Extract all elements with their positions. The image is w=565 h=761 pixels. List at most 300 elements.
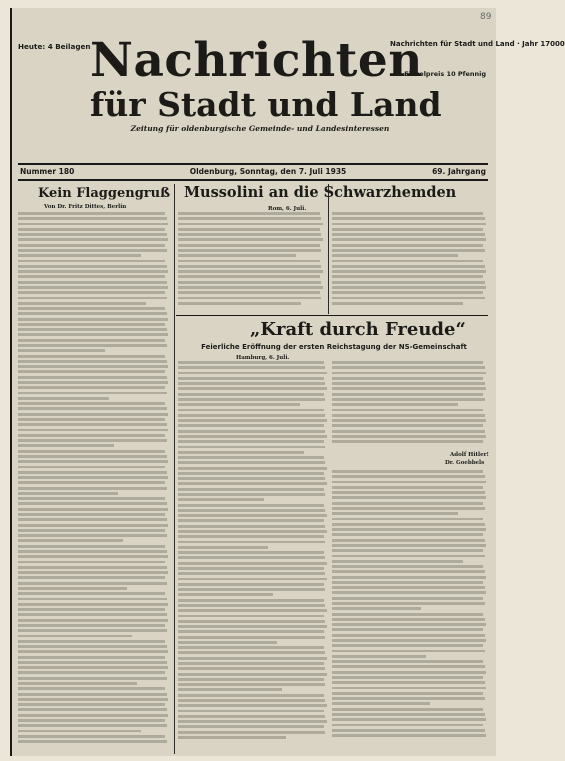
text-line <box>332 512 458 515</box>
text-line <box>178 625 327 628</box>
text-line <box>18 513 165 516</box>
price-label: Einzelpreis 10 Pfennig <box>404 70 486 78</box>
text-line <box>18 555 168 558</box>
text-line <box>178 372 327 375</box>
text-line <box>18 328 167 331</box>
text-line <box>332 544 486 547</box>
text-line <box>332 238 486 241</box>
text-line <box>332 528 486 531</box>
text-line <box>332 724 483 727</box>
text-line <box>178 715 325 718</box>
volume: 69. Jahrgang <box>432 167 486 176</box>
text-line <box>332 655 426 658</box>
text-line <box>178 435 327 438</box>
text-line <box>18 730 141 733</box>
text-line <box>178 651 325 654</box>
text-line <box>178 678 324 681</box>
text-line <box>332 623 486 626</box>
text-line <box>332 676 483 679</box>
text-line <box>178 382 325 385</box>
text-line <box>332 660 483 663</box>
text-line <box>332 409 483 412</box>
text-line <box>18 450 165 453</box>
text-line <box>18 291 165 294</box>
text-line <box>332 217 485 220</box>
text-line <box>18 497 165 500</box>
text-line <box>178 704 327 707</box>
text-line <box>18 645 167 648</box>
newspaper-page <box>10 8 565 756</box>
text-line <box>18 666 168 669</box>
article-byline: Von Dr. Fritz Dittes, Berlin <box>44 204 127 210</box>
text-line <box>178 477 325 480</box>
text-line <box>178 366 325 369</box>
text-line <box>18 360 167 363</box>
text-line <box>332 486 483 489</box>
text-line <box>18 402 165 405</box>
text-line <box>332 665 485 668</box>
text-line <box>18 698 168 701</box>
text-line <box>18 444 114 447</box>
text-line <box>18 376 167 379</box>
text-line <box>18 561 165 564</box>
text-line <box>178 414 325 417</box>
text-line <box>18 392 167 395</box>
text-line <box>18 598 167 601</box>
text-line <box>178 398 325 401</box>
text-line <box>178 578 327 581</box>
text-line <box>18 693 167 696</box>
text-line <box>178 535 324 538</box>
text-line <box>332 597 483 600</box>
text-line <box>178 249 321 252</box>
text-line <box>332 366 485 369</box>
text-line <box>178 710 324 713</box>
text-line <box>18 566 167 569</box>
text-line <box>332 671 486 674</box>
text-line <box>178 440 324 443</box>
text-line <box>18 539 123 542</box>
text-line <box>332 518 483 521</box>
text-line <box>332 618 485 621</box>
text-line <box>332 435 486 438</box>
text-line <box>178 446 325 449</box>
text-line <box>178 472 324 475</box>
text-line <box>18 466 165 469</box>
text-line <box>178 562 327 565</box>
article-body <box>178 361 328 745</box>
text-line <box>332 602 485 605</box>
masthead-subtitle: Zeitung für oldenburgische Gemeinde- und Landesinteressen <box>130 124 390 133</box>
text-line <box>332 414 485 417</box>
text-line <box>332 502 483 505</box>
text-line <box>18 413 168 416</box>
text-line <box>332 393 483 396</box>
article-body <box>332 470 488 745</box>
text-line <box>332 244 483 247</box>
text-line <box>18 397 109 400</box>
text-line <box>178 461 325 464</box>
text-line <box>332 713 485 716</box>
text-line <box>178 509 325 512</box>
text-line <box>18 281 167 284</box>
text-line <box>178 467 327 470</box>
text-line <box>178 630 324 633</box>
text-line <box>18 386 165 389</box>
text-line <box>332 507 485 510</box>
text-line <box>18 671 165 674</box>
text-line <box>178 361 324 364</box>
text-line <box>18 228 165 231</box>
article-body <box>332 212 488 312</box>
text-line <box>178 482 327 485</box>
text-line <box>178 393 324 396</box>
text-line <box>332 372 486 375</box>
text-line <box>18 312 167 315</box>
text-line <box>178 409 324 412</box>
text-line <box>18 365 168 368</box>
text-line <box>178 419 327 422</box>
text-line <box>178 403 300 406</box>
text-line <box>18 635 132 638</box>
text-line <box>332 549 483 552</box>
text-line <box>18 508 168 511</box>
text-line <box>332 565 483 568</box>
text-line <box>332 254 458 257</box>
text-line <box>178 662 324 665</box>
article-dateline: Rom, 6. Juli. <box>268 206 307 212</box>
subscription-title: Nachrichten für Stadt und Land · Jahr 17000 <box>390 40 565 48</box>
text-line <box>178 604 325 607</box>
text-line <box>332 223 486 226</box>
text-line <box>178 736 286 739</box>
text-line <box>332 403 458 406</box>
text-line <box>332 591 486 594</box>
text-line <box>178 228 320 231</box>
text-line <box>178 551 324 554</box>
text-line <box>178 725 324 728</box>
text-line <box>18 249 167 252</box>
text-line <box>332 233 485 236</box>
text-line <box>18 339 165 342</box>
text-line <box>18 492 118 495</box>
text-line <box>332 607 421 610</box>
text-line <box>18 708 167 711</box>
rule-top <box>18 163 488 165</box>
text-line <box>178 699 325 702</box>
text-line <box>178 260 320 263</box>
text-line <box>332 560 463 563</box>
text-line <box>178 615 324 618</box>
text-line <box>18 333 168 336</box>
text-line <box>18 286 168 289</box>
text-line <box>178 456 324 459</box>
text-line <box>18 719 165 722</box>
text-line <box>18 275 165 278</box>
text-line <box>178 599 324 602</box>
supplements-title: Heute: 4 Beilagen <box>18 42 91 51</box>
text-line <box>332 718 486 721</box>
text-line <box>178 588 325 591</box>
text-line <box>178 525 325 528</box>
text-line <box>18 302 146 305</box>
text-line <box>178 636 325 639</box>
text-line <box>18 233 167 236</box>
main-subheadline: Feierliche Eröffnung der ersten Reichstagung der NS-Gemeinschaft <box>201 343 467 351</box>
text-line <box>18 217 167 220</box>
text-line <box>178 387 327 390</box>
text-line <box>332 212 483 215</box>
text-line <box>178 620 325 623</box>
text-line <box>178 731 325 734</box>
text-line <box>332 628 483 631</box>
text-line <box>18 418 165 421</box>
text-line <box>18 571 168 574</box>
text-line <box>178 504 324 507</box>
text-line <box>18 603 168 606</box>
text-line <box>18 661 167 664</box>
text-line <box>332 576 486 579</box>
text-line <box>18 677 167 680</box>
text-line <box>332 297 485 300</box>
text-line <box>18 534 167 537</box>
text-line <box>178 233 321 236</box>
supplements-box <box>18 42 91 51</box>
text-line <box>18 223 168 226</box>
text-line <box>332 523 485 526</box>
text-line <box>178 556 325 559</box>
text-line <box>178 583 324 586</box>
text-line <box>332 302 463 305</box>
text-line <box>178 546 268 549</box>
text-line <box>18 703 165 706</box>
text-line <box>332 286 486 289</box>
text-line <box>178 572 325 575</box>
text-line <box>332 387 486 390</box>
article-body <box>178 212 324 312</box>
text-line <box>18 724 167 727</box>
text-line <box>18 550 167 553</box>
article-headline: Kein Flaggengruß <box>38 186 170 201</box>
text-line <box>332 687 486 690</box>
text-line <box>178 377 324 380</box>
text-line <box>18 740 167 743</box>
text-line <box>18 735 165 738</box>
text-line <box>18 518 167 521</box>
text-line <box>178 567 324 570</box>
text-line <box>18 423 167 426</box>
text-line <box>18 355 165 358</box>
text-line <box>178 673 327 676</box>
text-line <box>178 212 320 215</box>
text-line <box>332 260 483 263</box>
text-line <box>18 613 167 616</box>
text-line <box>332 440 483 443</box>
text-line <box>178 244 320 247</box>
text-line <box>18 455 167 458</box>
issue-date: Oldenburg, Sonntag, den 7. Juli 1935 <box>189 167 347 176</box>
text-line <box>332 586 485 589</box>
text-line <box>18 265 167 268</box>
text-line <box>18 439 167 442</box>
masthead-title-line2: für Stadt und Land <box>90 85 442 124</box>
text-line <box>18 592 165 595</box>
page-binding-edge <box>10 8 12 756</box>
text-line <box>178 265 321 268</box>
article-body <box>18 212 170 752</box>
text-line <box>332 555 485 558</box>
text-line <box>332 708 483 711</box>
text-line <box>178 641 277 644</box>
text-line <box>178 254 296 257</box>
text-line <box>178 302 301 305</box>
text-line <box>18 576 165 579</box>
text-line <box>332 249 485 252</box>
text-line <box>332 734 486 737</box>
article-dateline: Hamburg, 6. Juli. <box>236 355 290 361</box>
text-line <box>18 297 167 300</box>
signature: Adolf Hitler! <box>450 452 489 458</box>
text-line <box>18 629 167 632</box>
text-line <box>18 471 167 474</box>
rule-bottom <box>18 179 488 181</box>
column-divider <box>174 184 175 754</box>
text-line <box>178 223 323 226</box>
text-line <box>178 688 282 691</box>
text-line <box>178 488 324 491</box>
text-line <box>178 424 324 427</box>
text-line <box>178 493 325 496</box>
text-line <box>332 650 485 653</box>
text-line <box>18 587 127 590</box>
text-line <box>178 593 273 596</box>
text-line <box>18 244 165 247</box>
text-line <box>332 570 485 573</box>
text-line <box>18 260 165 263</box>
text-line <box>332 644 483 647</box>
text-line <box>18 524 168 527</box>
text-line <box>332 539 485 542</box>
text-line <box>18 714 168 717</box>
text-line <box>332 424 483 427</box>
text-line <box>332 228 483 231</box>
text-line <box>18 619 168 622</box>
text-line <box>332 430 485 433</box>
text-line <box>18 434 165 437</box>
text-line <box>18 529 165 532</box>
text-line <box>178 286 323 289</box>
text-line <box>18 349 105 352</box>
text-line <box>332 270 486 273</box>
text-line <box>18 344 167 347</box>
text-line <box>178 270 323 273</box>
text-line <box>18 487 167 490</box>
text-line <box>332 634 485 637</box>
text-line <box>332 470 483 473</box>
text-line <box>332 377 483 380</box>
issue-number: Nummer 180 <box>20 167 75 176</box>
text-line <box>332 419 486 422</box>
text-line <box>18 323 165 326</box>
text-line <box>18 481 165 484</box>
text-line <box>18 682 137 685</box>
text-line <box>18 624 165 627</box>
text-line <box>178 275 320 278</box>
text-line <box>332 382 485 385</box>
text-line <box>18 370 165 373</box>
text-line <box>178 609 327 612</box>
text-line <box>18 476 168 479</box>
text-line <box>332 398 485 401</box>
text-line <box>18 318 168 321</box>
text-line <box>18 212 165 215</box>
text-line <box>332 265 485 268</box>
article-body <box>332 361 488 451</box>
text-line <box>18 656 165 659</box>
text-line <box>332 692 483 695</box>
text-line <box>178 667 325 670</box>
text-line <box>178 430 325 433</box>
text-line <box>332 697 485 700</box>
text-line <box>332 581 483 584</box>
text-line <box>178 281 321 284</box>
column-divider <box>328 184 329 314</box>
text-line <box>18 307 165 310</box>
text-line <box>178 498 264 501</box>
text-line <box>178 646 324 649</box>
text-line <box>178 514 327 517</box>
text-line <box>332 275 483 278</box>
text-line <box>178 694 324 697</box>
text-line <box>18 687 165 690</box>
masthead-title: Nachrichten <box>90 33 423 88</box>
text-line <box>18 407 167 410</box>
text-line <box>332 281 485 284</box>
main-headline: „Kraft durch Freude“ <box>250 319 466 340</box>
text-line <box>178 217 321 220</box>
text-line <box>178 451 304 454</box>
text-line <box>178 519 324 522</box>
text-line <box>18 270 168 273</box>
text-line <box>18 381 168 384</box>
text-line <box>178 683 325 686</box>
text-line <box>332 291 483 294</box>
text-line <box>332 702 430 705</box>
text-line <box>18 608 165 611</box>
text-line <box>178 657 327 660</box>
text-line <box>18 545 165 548</box>
text-line <box>178 720 327 723</box>
text-line <box>332 729 485 732</box>
text-line <box>178 541 325 544</box>
text-line <box>18 502 167 505</box>
text-line <box>332 613 483 616</box>
text-line <box>178 238 323 241</box>
text-line <box>332 681 485 684</box>
text-line <box>18 582 167 585</box>
text-line <box>332 639 486 642</box>
text-line <box>18 429 168 432</box>
text-line <box>332 361 483 364</box>
article-headline: Mussolini an die Schwarzhemden <box>184 184 457 201</box>
section-rule <box>176 315 488 316</box>
text-line <box>18 640 165 643</box>
text-line <box>178 291 320 294</box>
text-line <box>18 238 168 241</box>
text-line <box>332 496 486 499</box>
text-line <box>18 460 168 463</box>
text-line <box>332 491 485 494</box>
